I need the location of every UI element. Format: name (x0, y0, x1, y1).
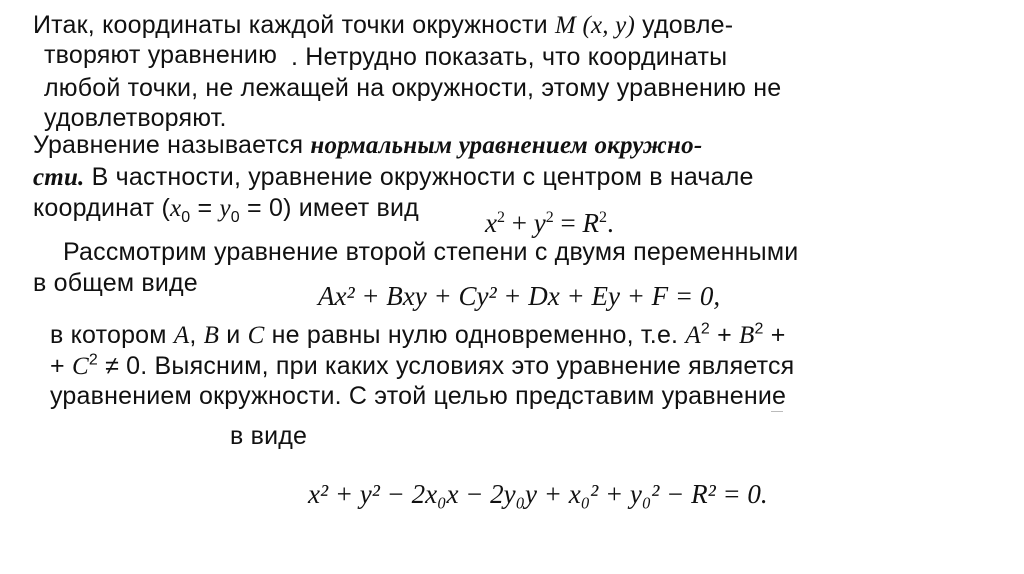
sub-zero: 0 (181, 209, 191, 226)
text-line-3 (44, 73, 781, 103)
text-line-13 (230, 421, 307, 451)
text-segment: В частности, уравнение окружности с центром в начале (84, 163, 754, 191)
plus-sign: + (50, 352, 72, 380)
var-x: x (485, 208, 497, 238)
var-x: x (170, 195, 182, 222)
text-segment: Итак, координаты каждой точки окружности (33, 11, 555, 39)
exponent: 2 (496, 209, 505, 226)
text-segment: . Нетрудно показать, что координаты (291, 43, 728, 71)
equation-text: Ax² + Bxy + Cy² + Dx + Ey + F = 0, (318, 281, 721, 311)
text-segment: в общем виде (33, 269, 198, 297)
text-segment: удовле- (635, 11, 734, 39)
text-segment: Рассмотрим уравнение второй степени с двумя переменными (63, 238, 799, 266)
sub-zero: 0 (230, 209, 240, 226)
circle-expanded-equation (308, 478, 768, 510)
exponent: 2 (700, 320, 710, 338)
text-segment: в котором (50, 321, 174, 349)
text-line-1 (33, 10, 733, 41)
var-y: y (533, 208, 546, 238)
text-segment: и (219, 321, 248, 349)
comma: , (189, 321, 204, 349)
text-segment: удовлетворяют. (44, 104, 227, 132)
text-segment: любой точки, не лежащей на окружности, этому уравнению не (44, 74, 782, 102)
plus-sign: + (709, 321, 740, 349)
equation-text: x² + y² − 2x₀x − 2y₀y + x₀² + y₀² − R² = 0. (308, 479, 768, 509)
var-a: A (173, 322, 190, 349)
text-line-9 (33, 268, 198, 298)
exponent: 2 (598, 209, 607, 226)
text-line-8 (63, 237, 798, 267)
exponent: 2 (545, 209, 554, 226)
text-line-2-end (291, 42, 727, 72)
scan-mark (771, 411, 783, 412)
point-m: M (x, y) (554, 12, 635, 39)
text-line-10 (50, 320, 786, 351)
plus-sign: + (763, 321, 786, 349)
text-line-2 (44, 40, 277, 70)
text-segment: творяют уравнению (44, 41, 278, 69)
var-y: y (219, 195, 231, 222)
period: . (606, 208, 614, 238)
exponent: 2 (88, 351, 98, 369)
text-segment: не равны нулю одновременно, т.е. (264, 321, 686, 349)
var-a: A (685, 322, 701, 349)
text-segment: в виде (230, 422, 308, 450)
text-line-6 (33, 162, 754, 193)
text-segment: координат ( (33, 194, 170, 222)
text-segment: Уравнение называется (33, 131, 311, 159)
equals-sign: = (190, 194, 220, 222)
var-c: C (247, 322, 265, 349)
var-c: C (71, 353, 89, 380)
equals-sign: = (553, 208, 583, 238)
text-line-7 (33, 193, 419, 224)
plus-sign: + (504, 208, 534, 238)
term-normal-equation-end: сти. (33, 164, 85, 191)
text-segment: = 0) имеет вид (239, 194, 419, 222)
text-line-5 (33, 130, 702, 161)
text-line-4 (44, 103, 227, 133)
circle-origin-equation (485, 207, 614, 239)
var-b: B (203, 322, 220, 349)
general-second-degree-equation (318, 280, 720, 312)
text-segment: уравнением окружности. С этой целью представим уравнение (50, 382, 787, 410)
exponent: 2 (754, 320, 764, 338)
var-r: R (582, 208, 599, 238)
var-b: B (739, 322, 755, 349)
text-line-12 (50, 381, 786, 411)
text-line-11 (50, 351, 794, 382)
text-segment: ≠ 0. Выясним, при каких условиях это уравнение является (97, 352, 795, 380)
term-normal-equation: нормальным уравнением окружно- (310, 132, 703, 159)
